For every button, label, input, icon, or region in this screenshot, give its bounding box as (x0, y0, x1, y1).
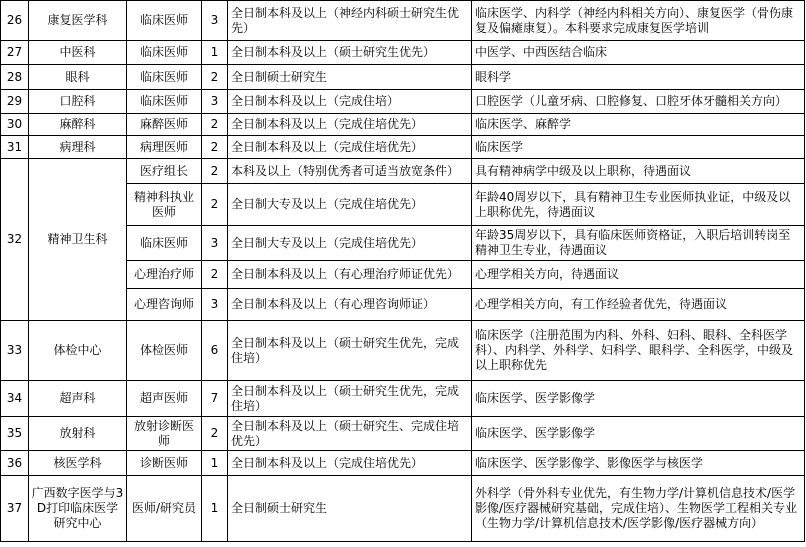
row-number: 32 (1, 159, 29, 321)
department-cell: 体检中心 (29, 321, 127, 381)
requirements-cell: 临床医学、医学影像学 (472, 417, 805, 451)
row-number: 35 (1, 417, 29, 451)
education-cell: 全日制本科及以上（完成住培） (228, 90, 472, 114)
requirements-cell: 临床医学、内科学（神经内科相关方向）、康复医学（骨伤康复及偏瘫康复）。本科要求完成康复医学培训 (472, 1, 805, 41)
department-cell: 广西数字医学与3D打印临床医学研究中心 (29, 476, 127, 542)
position-cell: 病理医师 (127, 136, 202, 159)
education-cell: 全日制本科及以上（硕士研究生优先） (228, 41, 472, 65)
row-number: 33 (1, 321, 29, 381)
education-cell: 全日制硕士研究生 (228, 65, 472, 90)
row-number: 36 (1, 451, 29, 476)
row-number: 26 (1, 1, 29, 41)
position-cell: 临床医师 (127, 65, 202, 90)
department-cell: 麻醉科 (29, 114, 127, 136)
education-cell: 全日制硕士研究生 (228, 476, 472, 542)
requirements-cell: 临床医学 (472, 136, 805, 159)
position-cell: 放射诊断医师 (127, 417, 202, 451)
position-cell: 超声医师 (127, 381, 202, 417)
headcount-cell: 1 (202, 476, 228, 542)
table-row (1, 159, 805, 184)
table-row (1, 451, 805, 476)
position-cell: 精神科执业医师 (127, 184, 202, 226)
position-cell: 临床医师 (127, 41, 202, 65)
table-row (1, 41, 805, 65)
requirements-cell: 中医学、中西医结合临床 (472, 41, 805, 65)
department-cell: 超声科 (29, 381, 127, 417)
requirements-cell: 临床医学、医学影像学 (472, 381, 805, 417)
department-cell: 中医科 (29, 41, 127, 65)
requirements-cell: 心理学相关方向，待遇面议 (472, 261, 805, 289)
education-cell: 全日制本科及以上（硕士研究生、完成住培优先） (228, 417, 472, 451)
table-row (1, 476, 805, 542)
position-cell: 临床医师 (127, 226, 202, 261)
headcount-cell: 7 (202, 381, 228, 417)
position-cell: 临床医师 (127, 90, 202, 114)
table-row (1, 321, 805, 381)
department-cell: 口腔科 (29, 90, 127, 114)
requirements-cell: 心理学相关方向，有工作经验者优先，待遇面议 (472, 289, 805, 321)
headcount-cell: 2 (202, 65, 228, 90)
department-cell: 精神卫生科 (29, 159, 127, 321)
education-cell: 全日制本科及以上（硕士研究生优先，完成住培） (228, 381, 472, 417)
requirements-cell: 临床医学、麻醉学 (472, 114, 805, 136)
row-number: 28 (1, 65, 29, 90)
position-cell: 麻醉医师 (127, 114, 202, 136)
headcount-cell: 2 (202, 417, 228, 451)
position-cell: 医疗组长 (127, 159, 202, 184)
education-cell: 全日制本科及以上（硕士研究生优先，完成住培） (228, 321, 472, 381)
education-cell: 全日制本科及以上（完成住培优先） (228, 114, 472, 136)
table-row (1, 381, 805, 417)
requirements-cell: 眼科学 (472, 65, 805, 90)
department-cell: 眼科 (29, 65, 127, 90)
row-number: 27 (1, 41, 29, 65)
requirements-cell: 具有精神病学中级及以上职称，待遇面议 (472, 159, 805, 184)
requirements-cell: 临床医学（注册范围为内科、外科、妇科、眼科、全科医学科）、内科学、外科学、妇科学、眼科学、全科医学，中级及以上职称优先 (472, 321, 805, 381)
headcount-cell: 2 (202, 114, 228, 136)
headcount-cell: 6 (202, 321, 228, 381)
row-number: 37 (1, 476, 29, 542)
position-cell: 心理治疗师 (127, 261, 202, 289)
department-cell: 放射科 (29, 417, 127, 451)
headcount-cell: 2 (202, 136, 228, 159)
requirements-cell: 口腔医学（儿童牙病、口腔修复、口腔牙体牙髓相关方向） (472, 90, 805, 114)
requirements-cell: 年龄35周岁以下，具有临床医师资格证，入职后培训转岗至精神卫生专业，待遇面议 (472, 226, 805, 261)
education-cell: 全日制大专及以上（完成住培优先） (228, 226, 472, 261)
department-cell: 病理科 (29, 136, 127, 159)
education-cell: 全日制本科及以上（神经内科硕士研究生优先） (228, 1, 472, 41)
position-cell: 临床医师 (127, 1, 202, 41)
headcount-cell: 1 (202, 41, 228, 65)
table-row (1, 417, 805, 451)
education-cell: 全日制大专及以上（完成住培优先） (228, 184, 472, 226)
table-row (1, 65, 805, 90)
headcount-cell: 3 (202, 1, 228, 41)
row-number: 31 (1, 136, 29, 159)
headcount-cell: 2 (202, 261, 228, 289)
headcount-cell: 1 (202, 451, 228, 476)
department-cell: 核医学科 (29, 451, 127, 476)
requirements-cell: 临床医学、医学影像学、影像医学与核医学 (472, 451, 805, 476)
position-cell: 医师/研究员 (127, 476, 202, 542)
requirements-cell: 外科学（骨外科专业优先，有生物力学/计算机信息技术/医学影像/医疗器械研究基础，完成住培）、生物医学工程相关专业（生物力学/计算机信息技术/医学影像/医疗器械方向） (472, 476, 805, 542)
education-cell: 全日制本科及以上（完成住培优先） (228, 451, 472, 476)
position-cell: 体检医师 (127, 321, 202, 381)
table-row (1, 114, 805, 136)
education-cell: 全日制本科及以上（完成住培优先） (228, 136, 472, 159)
headcount-cell: 2 (202, 184, 228, 226)
department-cell: 康复医学科 (29, 1, 127, 41)
table-row (1, 1, 805, 41)
education-cell: 本科及以上（特别优秀者可适当放宽条件） (228, 159, 472, 184)
table-row (1, 136, 805, 159)
education-cell: 全日制本科及以上（有心理咨询师证） (228, 289, 472, 321)
row-number: 30 (1, 114, 29, 136)
table-row (1, 90, 805, 114)
headcount-cell: 3 (202, 90, 228, 114)
education-cell: 全日制本科及以上（有心理治疗师证优先） (228, 261, 472, 289)
headcount-cell: 3 (202, 226, 228, 261)
headcount-cell: 2 (202, 159, 228, 184)
row-number: 29 (1, 90, 29, 114)
row-number: 34 (1, 381, 29, 417)
position-cell: 心理咨询师 (127, 289, 202, 321)
position-cell: 诊断医师 (127, 451, 202, 476)
requirements-cell: 年龄40周岁以下，具有精神卫生专业医师执业证，中级及以上职称优先，待遇面议 (472, 184, 805, 226)
headcount-cell: 3 (202, 289, 228, 321)
